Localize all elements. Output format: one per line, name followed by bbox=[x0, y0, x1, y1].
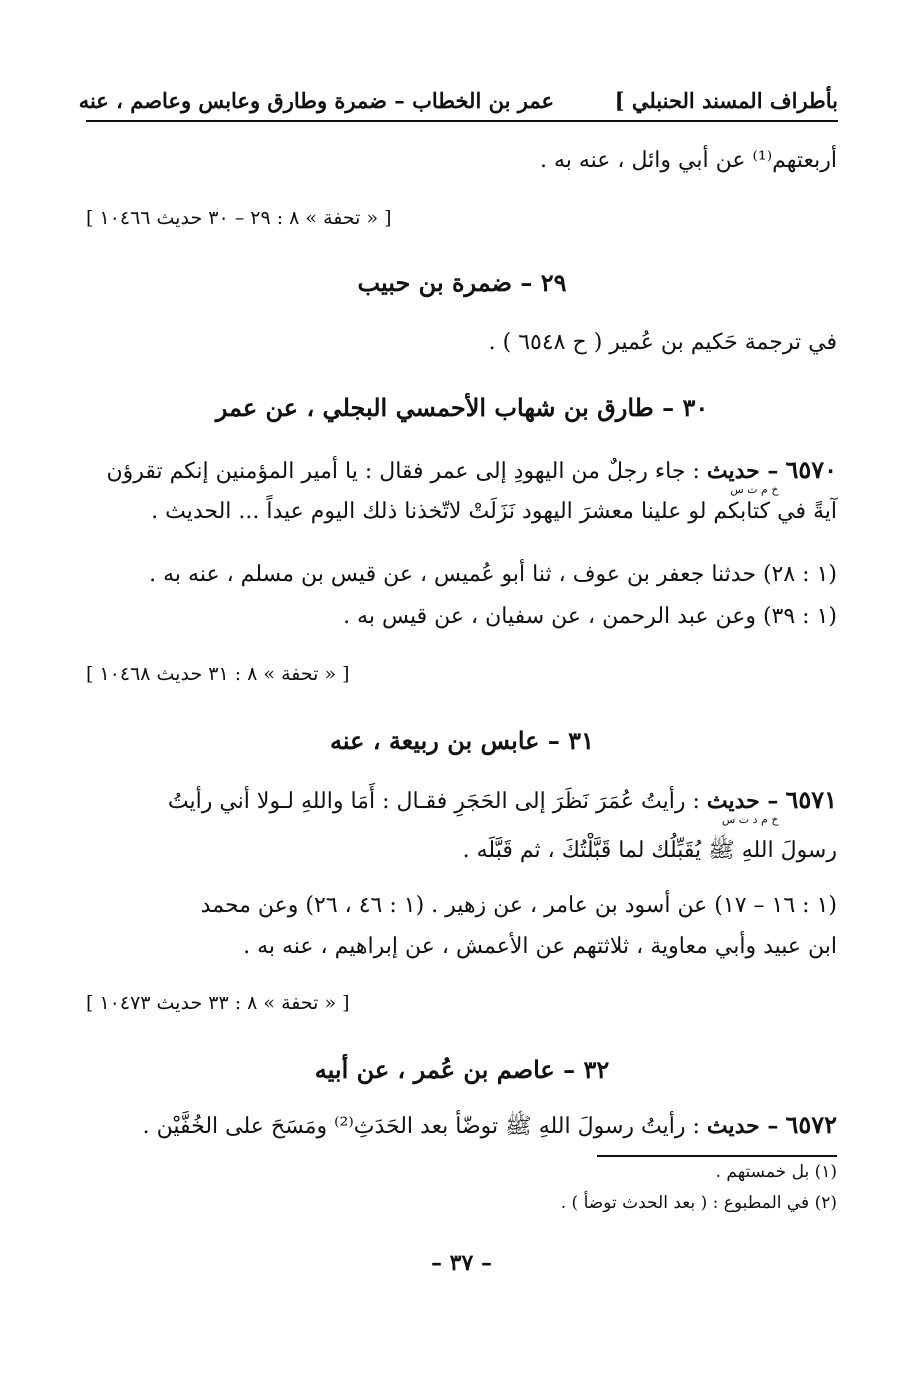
source-symbols: خ م ت س bbox=[730, 483, 779, 496]
hadith-label: – حديث bbox=[706, 458, 779, 484]
isnad-line: (١ : ٣٩) وعن عبد الرحمن ، عن سفيان ، عن قيس به . bbox=[343, 604, 837, 629]
hadith-6572-line bbox=[143, 1110, 837, 1144]
hadith-6570-line-2: آيةً في كتابكم لو علينا معشرَ اليهود نَزَلَتْ لاتّخذنا ذلك اليوم عيداً ... الحديث . bbox=[151, 499, 837, 524]
tuhfa-reference: [ « تحفة » ٨ : ٣٣ حديث ١٠٤٧٣ ] bbox=[86, 992, 350, 1014]
hadith-text: : رأيتُ عُمَرَ نَظَرَ إلى الحَجَرِ فقـال : أَمَا واللهِ لـولا أني رأيتُ bbox=[167, 789, 700, 814]
source-symbols: خ م د ت س bbox=[721, 813, 779, 826]
footnote-1: (١) بل خمستهم . bbox=[715, 1162, 837, 1182]
hadith-text: : رأيتُ رسولَ اللهِ ﷺ توضّأ بعد الحَدَثِ⁽²⁾ ومَسَحَ على الخُفَّيْن . bbox=[142, 1114, 700, 1139]
hadith-number: ٦٥٧١ bbox=[785, 785, 837, 814]
continuation-line: أربعتهم⁽¹⁾ عن أبي وائل ، عنه به . bbox=[539, 148, 837, 173]
isnad-line: (١ : ١٦ – ١٧) عن أسود بن عامر ، عن زهير . (١ : ٤٦ ، ٢٦) وعن محمد bbox=[200, 893, 837, 918]
footnote-2: (٢) في المطبوع : ( بعد الحدث توضأ ) . bbox=[560, 1193, 837, 1213]
hadith-label: – حديث bbox=[706, 788, 779, 814]
hadith-6571-line-1 bbox=[167, 785, 837, 826]
header-chapter-title: عمر بن الخطاب – ضمرة وطارق وعابس وعاصم ، عنه bbox=[78, 88, 554, 113]
cross-reference-29: في ترجمة حَكيم بن عُمير ( ح ٦٥٤٨ ) . bbox=[488, 330, 837, 355]
footnote-divider bbox=[597, 1155, 837, 1157]
hadith-6571-line-2: رسولَ اللهِ ﷺ يُقَبِّلُك لما قَبَّلْتُكَ ، ثم قَبَّلَه . bbox=[462, 838, 837, 863]
section-heading-32: ٣٢ – عاصم بن عُمر ، عن أبيه bbox=[314, 1055, 610, 1084]
hadith-6570-line-1 bbox=[106, 455, 837, 496]
isnad-line: ابن عبيد وأبي معاوية ، ثلاثتهم عن الأعمش ، عن إبراهيم ، عنه به . bbox=[243, 934, 837, 959]
tuhfa-reference: [ « تحفة » ٨ : ٢٩ – ٣٠ حديث ١٠٤٦٦ ] bbox=[86, 207, 392, 229]
hadith-number: ٦٥٧٢ bbox=[785, 1110, 837, 1139]
hadith-text: : جاء رجلٌ من اليهودِ إلى عمر فقال : يا أمير المؤمنين إنكم تقرؤن bbox=[106, 459, 700, 484]
section-heading-31: ٣١ – عابس بن ربيعة ، عنه bbox=[330, 726, 594, 755]
tuhfa-reference: [ « تحفة » ٨ : ٣١ حديث ١٠٤٦٨ ] bbox=[86, 663, 350, 685]
running-header bbox=[78, 80, 838, 122]
hadith-label: – حديث bbox=[706, 1113, 779, 1139]
section-heading-30: ٣٠ – طارق بن شهاب الأحمسي البجلي ، عن عمر bbox=[215, 393, 709, 422]
header-book-title: بأطراف المسند الحنبلي ] bbox=[614, 88, 838, 113]
hadith-number: ٦٥٧٠ bbox=[785, 455, 837, 484]
page-number: – ٣٧ – bbox=[431, 1250, 492, 1276]
section-heading-29: ٢٩ – ضمرة بن حبيب bbox=[357, 268, 567, 297]
isnad-line: (١ : ٢٨) حدثنا جعفر بن عوف ، ثنا أبو عُميس ، عن قيس بن مسلم ، عنه به . bbox=[149, 562, 837, 587]
